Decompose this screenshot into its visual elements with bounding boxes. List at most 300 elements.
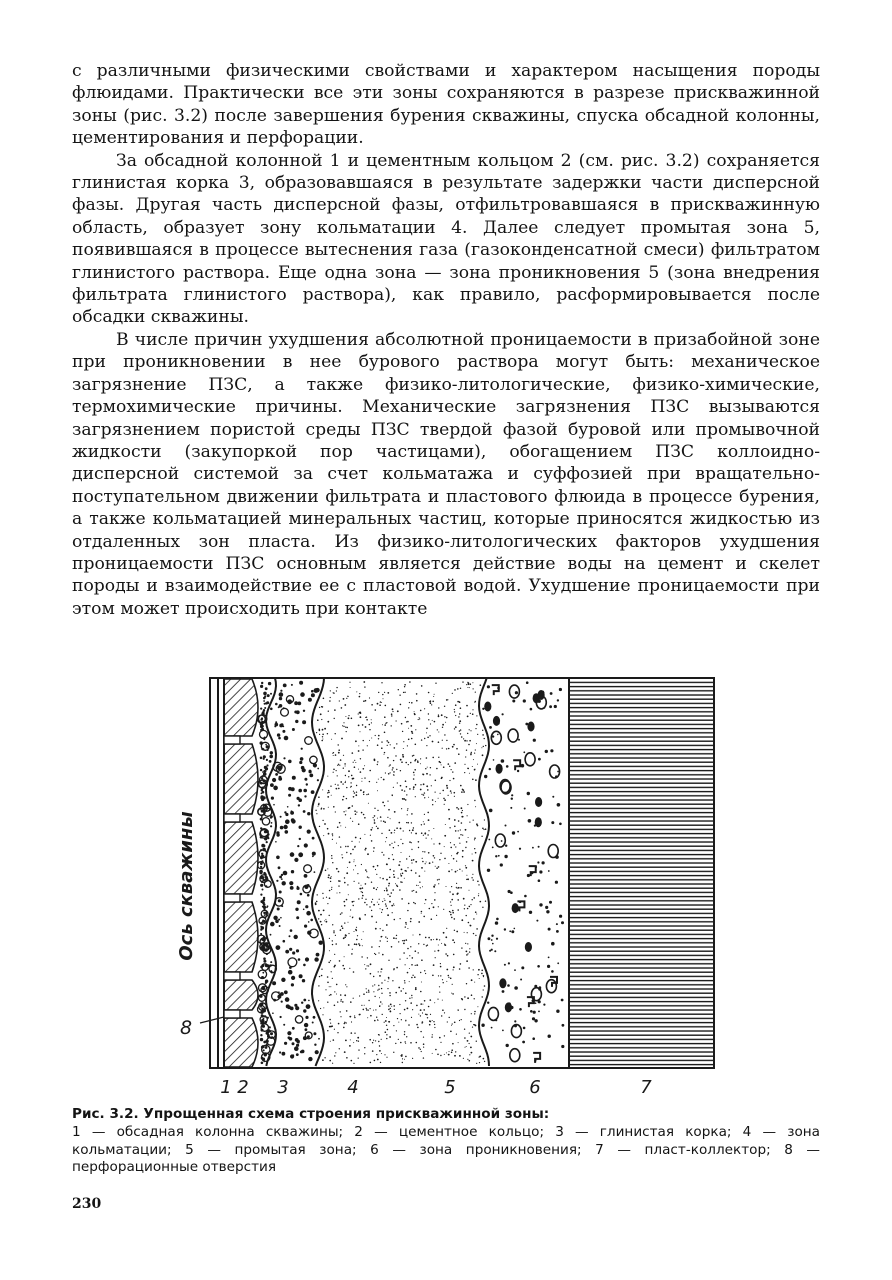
grain: [391, 892, 393, 894]
grain: [349, 861, 351, 863]
grain: [327, 721, 329, 723]
grain: [329, 1060, 331, 1062]
grain: [339, 822, 341, 824]
grain: [321, 808, 322, 809]
grain: [261, 713, 263, 715]
grain: [411, 832, 412, 833]
grain: [392, 711, 393, 712]
grain: [358, 750, 360, 752]
grain: [284, 990, 288, 994]
grain: [338, 1023, 340, 1025]
grain: [329, 700, 331, 702]
grain: [367, 853, 369, 855]
grain: [421, 982, 422, 983]
grain: [380, 908, 381, 909]
grain: [303, 964, 306, 967]
grain: [519, 848, 521, 850]
grain: [389, 766, 390, 767]
grain: [546, 910, 549, 913]
grain: [371, 722, 372, 723]
grain: [549, 705, 552, 708]
grain: [487, 869, 490, 872]
grain: [330, 697, 331, 698]
grain: [457, 688, 459, 690]
grain: [557, 803, 561, 807]
grain: [323, 808, 325, 810]
grain: [290, 852, 295, 857]
grain: [340, 994, 342, 996]
grain: [411, 870, 413, 872]
grain: [334, 718, 335, 719]
grain: [308, 1000, 310, 1002]
grain: [364, 817, 366, 819]
grain: [369, 740, 370, 741]
grain: [352, 917, 353, 918]
grain: [276, 945, 281, 950]
grain: [509, 930, 511, 932]
grain: [350, 1039, 351, 1040]
grain: [477, 734, 478, 735]
grain: [412, 890, 413, 891]
grain: [489, 768, 491, 770]
grain: [300, 893, 303, 896]
grain: [266, 907, 268, 909]
grain: [411, 731, 413, 733]
grain: [371, 882, 372, 883]
grain: [481, 973, 483, 975]
zone-label-2: 2: [237, 1077, 249, 1098]
grain: [438, 866, 440, 868]
grain: [420, 758, 421, 759]
grain: [529, 911, 532, 914]
grain: [348, 776, 349, 777]
grain: [402, 843, 403, 844]
grain: [434, 1024, 435, 1025]
grain: [340, 846, 341, 847]
grain: [368, 803, 369, 804]
grain: [335, 754, 337, 756]
grain: [403, 943, 405, 945]
grain: [280, 816, 282, 818]
grain: [263, 879, 266, 882]
grain: [341, 738, 343, 740]
grain: [326, 897, 327, 898]
grain: [415, 796, 416, 797]
grain: [388, 773, 390, 775]
grain: [384, 900, 385, 901]
grain: [291, 870, 294, 873]
grain: [341, 925, 343, 927]
grain: [341, 999, 342, 1000]
grain: [327, 903, 328, 904]
grain: [400, 828, 402, 830]
grain: [398, 987, 400, 989]
grain: [406, 924, 407, 925]
grain: [263, 692, 267, 696]
grain: [363, 791, 365, 793]
grain: [433, 964, 435, 966]
grain: [395, 938, 396, 939]
grain: [435, 866, 436, 867]
grain: [476, 914, 477, 915]
grain: [373, 991, 374, 992]
grain: [316, 813, 317, 814]
grain: [292, 1042, 295, 1045]
grain: [437, 879, 438, 880]
grain: [350, 1001, 352, 1003]
grain: [270, 961, 272, 963]
grain: [336, 994, 337, 995]
grain: [385, 705, 387, 707]
grain: [310, 919, 313, 922]
grain: [396, 935, 397, 936]
grain: [444, 706, 445, 707]
grain: [452, 984, 453, 985]
grain: [422, 851, 423, 852]
grain: [431, 785, 432, 786]
grain: [460, 887, 462, 889]
grain: [348, 715, 349, 716]
grain: [413, 827, 414, 828]
grain: [349, 682, 350, 683]
grain: [375, 869, 376, 870]
grain: [424, 738, 425, 739]
grain: [409, 830, 410, 831]
grain: [449, 766, 450, 767]
grain: [412, 755, 413, 756]
grain: [348, 807, 350, 809]
grain: [409, 681, 411, 683]
grain: [470, 683, 472, 685]
grain: [383, 854, 384, 855]
grain: [330, 994, 332, 996]
grain: [364, 834, 365, 835]
grain: [456, 883, 457, 884]
grain: [460, 733, 461, 734]
zone-7-reservoir: [569, 679, 713, 1067]
grain: [454, 844, 455, 845]
grain: [375, 709, 377, 711]
grain: [458, 830, 459, 831]
grain: [459, 869, 460, 870]
grain: [373, 976, 374, 977]
grain: [482, 828, 484, 830]
grain: [340, 929, 342, 931]
grain: [456, 931, 458, 933]
grain: [377, 810, 378, 811]
grain: [326, 921, 328, 923]
grain: [265, 982, 267, 984]
grain: [304, 843, 308, 847]
grain: [327, 796, 329, 798]
grain: [448, 763, 450, 765]
grain: [425, 1014, 426, 1015]
grain: [401, 852, 402, 853]
grain: [465, 1047, 466, 1048]
grain: [329, 1019, 331, 1021]
grain: [482, 996, 483, 997]
grain: [345, 846, 346, 847]
grain: [415, 987, 417, 989]
grain: [537, 965, 540, 968]
grain: [342, 927, 344, 929]
grain: [374, 1020, 376, 1022]
grain: [396, 720, 397, 721]
grain: [459, 1020, 460, 1021]
grain: [487, 685, 490, 688]
grain: [371, 719, 372, 720]
grain: [467, 716, 469, 718]
grain: [403, 692, 404, 693]
grain: [324, 1057, 325, 1058]
grain: [313, 763, 317, 767]
grain: [289, 935, 291, 937]
zone-label-1: 1: [220, 1077, 232, 1098]
grain: [463, 738, 464, 739]
grain: [346, 787, 347, 788]
grain: [266, 764, 268, 766]
grain: [356, 944, 358, 946]
grain: [404, 1009, 406, 1011]
grain: [396, 769, 397, 770]
grain: [400, 1042, 402, 1044]
grain: [271, 822, 273, 824]
grain: [263, 845, 266, 848]
grain: [270, 934, 272, 936]
grain: [336, 868, 338, 870]
grain: [387, 801, 388, 802]
grain: [327, 982, 329, 984]
grain: [363, 740, 364, 741]
grain: [318, 918, 319, 919]
grain: [416, 964, 418, 966]
grain: [474, 839, 475, 840]
grain: [315, 810, 316, 811]
grain: [356, 1040, 357, 1041]
grain: [356, 927, 357, 928]
grain: [411, 859, 413, 861]
grain: [407, 867, 408, 868]
grain: [344, 763, 346, 765]
grain: [299, 974, 303, 978]
grain: [406, 1036, 407, 1037]
grain: [364, 964, 365, 965]
perforation-hole: [224, 814, 240, 822]
grain: [368, 794, 369, 795]
grain: [288, 760, 292, 764]
grain: [444, 846, 445, 847]
grain: [272, 1012, 274, 1014]
grain: [384, 732, 386, 734]
grain: [377, 865, 379, 867]
grain: [423, 1047, 424, 1048]
grain: [386, 837, 387, 838]
grain: [387, 914, 389, 916]
grain: [470, 1021, 471, 1022]
grain: [353, 901, 354, 902]
grain: [411, 849, 412, 850]
grain: [380, 701, 381, 702]
grain: [355, 865, 356, 866]
grain: [362, 892, 363, 893]
grain: [330, 690, 331, 691]
grain: [377, 703, 379, 705]
grain: [472, 709, 473, 710]
grain: [305, 905, 308, 908]
grain: [263, 1018, 265, 1020]
grain: [424, 708, 425, 709]
grain: [471, 1052, 473, 1054]
grain: [360, 888, 361, 889]
grain: [416, 891, 418, 893]
grain: [348, 944, 350, 946]
grain: [454, 942, 455, 943]
grain: [344, 1051, 346, 1053]
grain: [388, 1005, 389, 1006]
grain: [390, 1008, 391, 1009]
grain: [432, 804, 433, 805]
grain: [338, 749, 340, 751]
grain: [469, 729, 470, 730]
grain: [333, 755, 334, 756]
grain: [283, 825, 287, 829]
grain: [394, 811, 396, 813]
grain: [379, 997, 380, 998]
grain: [547, 965, 550, 968]
grain: [433, 828, 434, 829]
grain: [272, 981, 276, 985]
grain: [401, 882, 402, 883]
grain: [351, 1060, 353, 1062]
grain: [334, 1055, 335, 1056]
grain: [391, 1006, 392, 1007]
grain: [407, 948, 409, 950]
grain: [347, 696, 348, 697]
grain: [418, 1014, 419, 1015]
grain: [403, 748, 404, 749]
grain: [425, 899, 427, 901]
grain: [474, 998, 475, 999]
grain: [371, 840, 373, 842]
grain: [474, 753, 475, 754]
grain: [434, 892, 435, 893]
grain: [363, 814, 365, 816]
grain: [334, 1005, 336, 1007]
grain: [462, 810, 463, 811]
grain: [532, 1037, 535, 1040]
grain: [399, 1004, 400, 1005]
grain: [505, 845, 507, 847]
grain: [478, 893, 479, 894]
grain: [489, 726, 492, 729]
grain: [392, 854, 393, 855]
grain: [407, 1008, 409, 1010]
grain: [448, 1054, 450, 1056]
grain: [350, 909, 351, 910]
grain: [415, 784, 417, 786]
grain: [462, 835, 463, 836]
grain: [408, 1024, 410, 1026]
grain: [354, 859, 355, 860]
grain: [400, 1013, 401, 1014]
grain: [279, 1051, 281, 1053]
grain: [408, 707, 409, 708]
grain: [421, 685, 423, 687]
grain: [360, 758, 361, 759]
grain: [363, 931, 364, 932]
grain: [474, 1013, 475, 1014]
grain: [388, 1021, 390, 1023]
grain: [437, 1054, 439, 1056]
grain: [448, 809, 450, 811]
grain: [317, 779, 319, 781]
grain: [500, 863, 503, 866]
grain: [373, 817, 374, 818]
grain: [464, 1009, 465, 1010]
grain: [348, 717, 350, 719]
grain: [321, 975, 323, 977]
grain: [319, 976, 320, 977]
grain: [319, 730, 321, 732]
grain: [273, 786, 278, 791]
grain: [360, 716, 362, 718]
grain: [448, 871, 450, 873]
grain: [467, 804, 468, 805]
grain: [395, 1043, 396, 1044]
grain: [432, 1020, 433, 1021]
grain: [267, 694, 270, 697]
grain: [400, 873, 401, 874]
grain: [451, 899, 453, 901]
grain: [472, 1027, 473, 1028]
grain: [315, 1050, 319, 1054]
grain: [394, 905, 395, 906]
grain: [398, 878, 399, 879]
grain: [329, 995, 330, 996]
grain: [260, 1021, 262, 1023]
grain: [276, 856, 280, 860]
grain: [477, 974, 478, 975]
grain: [411, 995, 412, 996]
grain: [324, 823, 326, 825]
cement-block: [224, 744, 258, 814]
grain: [467, 768, 468, 769]
grain: [381, 912, 382, 913]
grain: [358, 943, 360, 945]
grain: [429, 862, 431, 864]
grain: [452, 1023, 453, 1024]
grain: [444, 734, 445, 735]
grain: [485, 901, 486, 902]
grain: [346, 731, 347, 732]
grain: [437, 999, 438, 1000]
grain: [340, 825, 341, 826]
grain: [413, 786, 415, 788]
grain: [370, 1008, 371, 1009]
grain: [444, 835, 446, 837]
grain: [278, 919, 280, 921]
grain: [374, 808, 375, 809]
grain: [373, 866, 375, 868]
grain: [287, 1031, 291, 1035]
grain: [331, 876, 332, 877]
grain: [379, 975, 381, 977]
grain: [385, 841, 386, 842]
grain: [304, 925, 307, 928]
grain: [385, 903, 386, 904]
grain: [264, 772, 266, 774]
grain: [473, 688, 474, 689]
